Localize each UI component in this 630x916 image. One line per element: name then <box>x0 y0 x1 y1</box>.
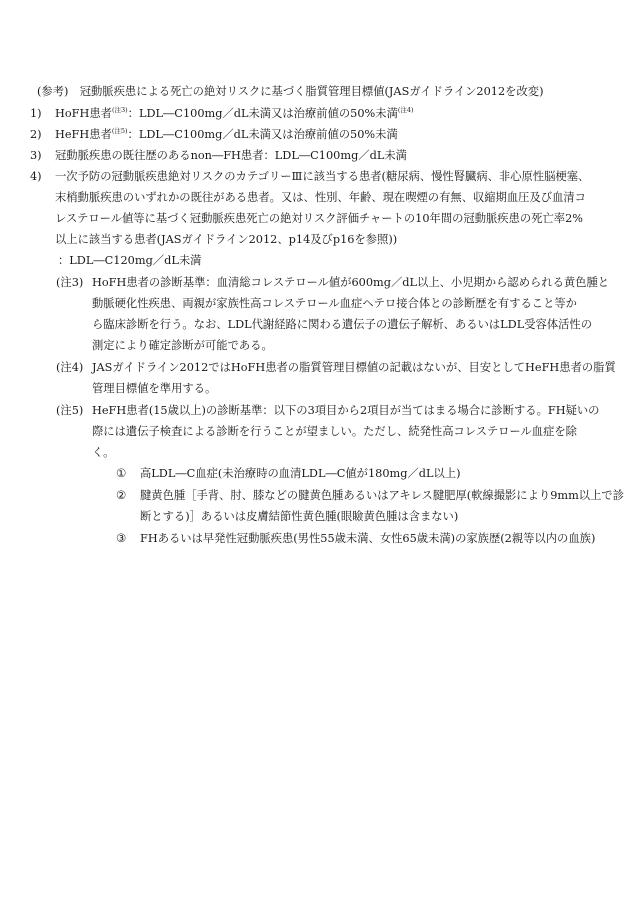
item-text: 冠動脈疾患の既往歴のあるnon―FH患者：LDL―C100mg／dL未満 <box>55 149 407 162</box>
criterion-line: FHあるいは早発性冠動脈疾患(男性55歳未満、女性65歳未満)の家族歴(2親等以内の血族) <box>140 532 596 545</box>
footnote-line: く。 <box>92 446 115 459</box>
item-text-line: 末梢動脈疾患のいずれかの既往がある患者。又は、性別、年齢、現在喫煙の有無、収縮期血圧及び血清コ <box>55 191 586 204</box>
footnote-line: HeFH患者(15歳以上)の診断基準：以下の3項目から2項目が当てはまる場合に診断する。FH疑いの <box>92 404 600 417</box>
item-target: ：LDL―C120mg／dL未満 <box>58 254 202 267</box>
footnote-label: (注4) <box>56 361 84 374</box>
item-patient-type: HoFH患者 <box>55 107 112 120</box>
criterion-line: 腱黄色腫［手背、肘、膝などの腱黄色腫あるいはアキレス腱肥厚(軟線撮影により9mm以上で診 <box>140 489 624 502</box>
item-number: 2) <box>30 128 42 141</box>
item-text-line: 以上に該当する患者(JASガイドライン2012、p14及びp16を参照)) <box>55 233 398 246</box>
item-patient-type: HeFH患者 <box>55 128 112 141</box>
note-ref: (注5) <box>111 127 128 135</box>
footnote-label: (注3) <box>56 276 84 289</box>
item-target: ：LDL―C100mg／dL未満又は治療前値の50%未満 <box>127 107 398 120</box>
criterion-line: 断とする)］あるいは皮膚結節性黄色腫(眼瞼黄色腫は含まない) <box>140 510 459 523</box>
note-ref: (注4) <box>397 106 414 114</box>
footnote-line: JASガイドライン2012ではHoFH患者の脂質管理目標値の記載はないが、目安としてHeFH患者の脂質 <box>92 361 616 374</box>
criterion-number: ① <box>116 467 127 480</box>
footnote-line: 測定により確定診断が可能である。 <box>92 339 273 352</box>
item-text-line: レステロール値等に基づく冠動脈疾患死亡の絶対リスク評価チャートの10年間の冠動脈疾患の死亡率2% <box>55 212 584 225</box>
footnote-line: 管理目標値を準用する。 <box>92 382 217 395</box>
footnote-line: 動脈硬化性疾患、両親が家族性高コレステロール血症ヘテロ接合体との診断歴を有すること等か <box>92 297 577 310</box>
footnote-line: HoFH患者の診断基準：血清総コレステロール値が600mg／dL以上、小児期から認められる黄色腫と <box>92 276 610 289</box>
footnote-label: (注5) <box>56 404 84 417</box>
section-heading: (参考) 冠動脈疾患による死亡の絶対リスクに基づく脂質管理目標値(JASガイドライン2012を改変) <box>37 85 544 98</box>
criterion-line: 高LDL―C血症(未治療時の血清LDL―C値が180mg／dL以上) <box>140 467 461 480</box>
footnote-line: ら臨床診断を行う。なお、LDL代謝経路に関わる遺伝子の遺伝子解析、あるいはLDL受容体活性の <box>92 318 593 331</box>
item-number: 1) <box>30 107 42 120</box>
item-target: ：LDL―C100mg／dL未満又は治療前値の50%未満 <box>127 128 398 141</box>
note-ref: (注3) <box>111 106 128 114</box>
item-number: 3) <box>30 149 42 162</box>
item-text-line: 一次予防の冠動脈疾患絶対リスクのカテゴリーⅢに該当する患者(糖尿病、慢性腎臓病、非心原性脳梗塞、 <box>55 170 590 183</box>
footnote-line: 際には遺伝子検査による診断を行うことが望ましい。ただし、続発性高コレステロール血症を除 <box>92 425 577 438</box>
item-number: 4) <box>30 170 42 183</box>
criterion-number: ③ <box>116 532 127 545</box>
criterion-number: ② <box>116 489 127 502</box>
